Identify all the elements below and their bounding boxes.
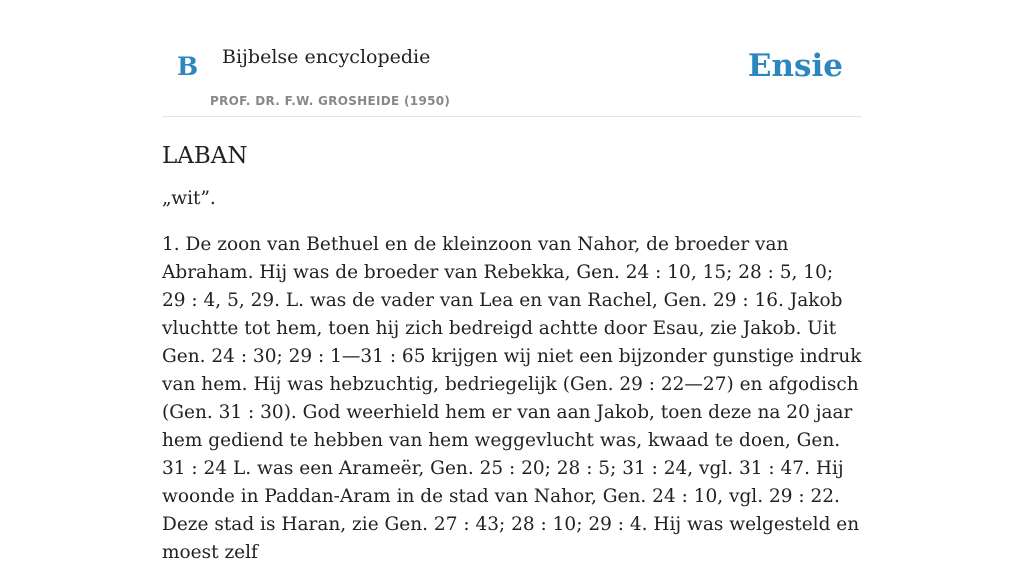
article-paragraph-1: 1. De zoon van Bethuel en de kleinzoon van Nahor, de broeder van Abraham. Hij was de broeder van Rebekka, Gen. 24 : 10, 15; 28 : 5, 10; 29 : 4, 5, 29. L. was de vader van Lea en van Rachel, Gen. 29 : 16. Jakob vluchtte tot hem, toen hij zich bedreigd achtte door Esau, zie Jakob. Uit Gen. 24 : 30; 29 : 1—31 : 65 krijgen wij niet een bijzonder gunstige indruk van hem. Hij was hebzuchtig, bedriegelijk (Gen. 29 : 22—27) en afgodisch (Gen. 31 : 30). God weerhield hem er van aan Jakob, toen deze na 20 jaar hem gediend te hebben van hem weggevlucht was, kwaad te doen, Gen. 31 : 24 L. was een Arameër, Gen. 25 : 20; 28 : 5; 31 : 24, vgl. 31 : 47. Hij woonde in Paddan-Aram in de stad van Nahor, Gen. 24 : 10, vgl. 29 : 22. Deze stad is Haran, zie Gen. 27 : 43; 28 : 10; 29 : 4. Hij was welgesteld en moest zelf [162, 234, 862, 563]
page-container [162, 0, 862, 585]
article-paragraph-meaning: „wit”. [162, 188, 216, 209]
book-logo[interactable]: B [177, 52, 199, 81]
author-credit: PROF. DR. F.W. GROSHEIDE (1950) [210, 94, 451, 108]
book-title-link[interactable]: Bijbelse encyclopedie [222, 46, 431, 68]
page-header [162, 0, 862, 117]
article-body [162, 117, 862, 567]
article-title: LABAN [162, 143, 248, 169]
ensie-logo-link[interactable]: Ensie [747, 48, 843, 84]
